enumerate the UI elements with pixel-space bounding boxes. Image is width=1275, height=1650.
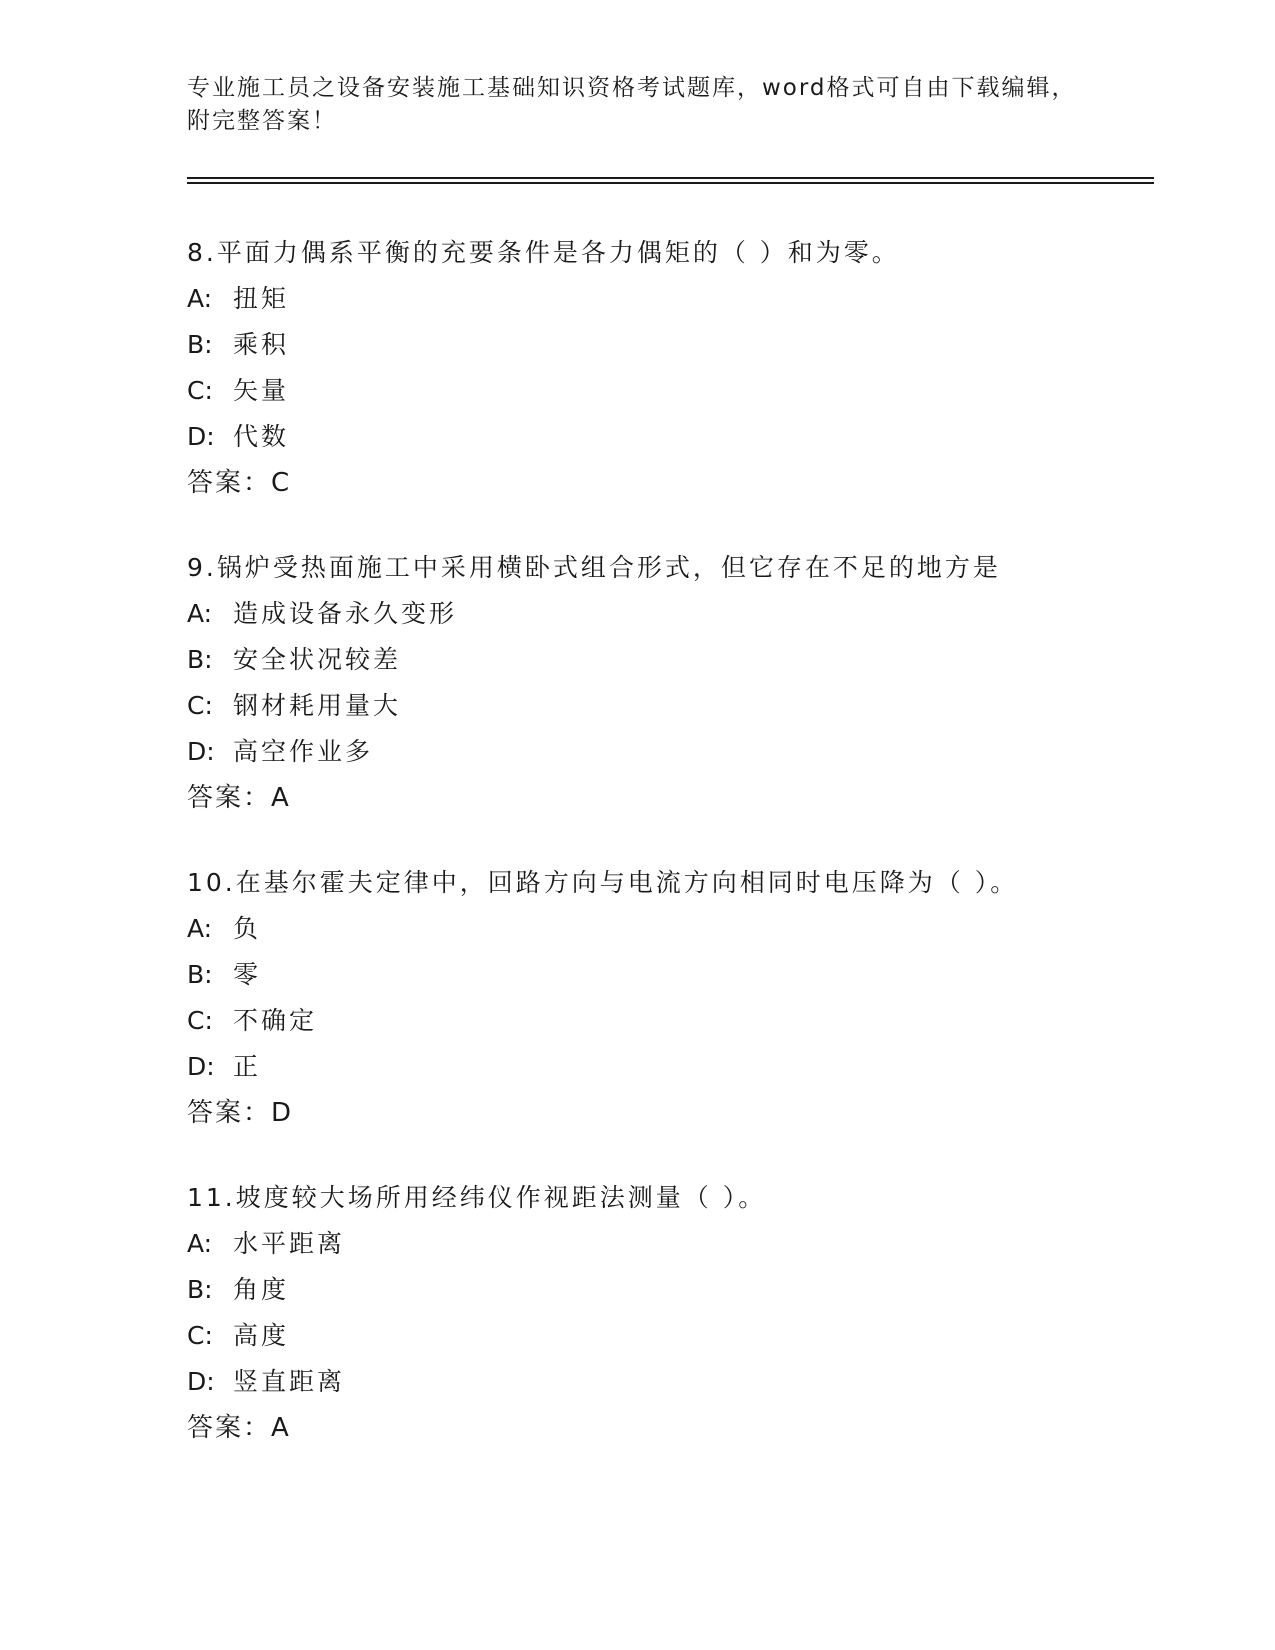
- header-line-2: 附完整答案！: [187, 108, 337, 134]
- option-letter: B:: [187, 960, 213, 989]
- answer-line: [187, 1413, 1147, 1443]
- option-letter: D:: [187, 1367, 215, 1396]
- option-text: 安全状况较差: [233, 645, 402, 674]
- question-9: [187, 553, 1147, 813]
- option-letter: C:: [187, 376, 213, 405]
- option-letter: D:: [187, 1052, 215, 1081]
- header-divider-bottom: [187, 182, 1154, 184]
- option-b: [187, 645, 1147, 675]
- answer-value: A: [271, 783, 289, 813]
- answer-label: 答案：: [187, 783, 272, 813]
- option-letter: D:: [187, 737, 215, 766]
- answer-line: [187, 468, 1147, 498]
- answer-value: A: [271, 1413, 289, 1443]
- answer-label: 答案：: [187, 1098, 272, 1128]
- option-letter: B:: [187, 330, 213, 359]
- header-line-1: 专业施工员之设备安装施工基础知识资格考试题库，word格式可自由下载编辑，: [187, 75, 1077, 101]
- option-text: 乘积: [233, 330, 290, 359]
- option-text: 矢量: [233, 376, 290, 405]
- option-text: 水平距离: [233, 1229, 346, 1258]
- option-text: 正: [233, 1052, 262, 1081]
- option-text: 高空作业多: [233, 737, 374, 766]
- question-stem: 9.锅炉受热面施工中采用横卧式组合形式，但它存在不足的地方是: [187, 553, 1001, 582]
- option-text: 造成设备永久变形: [233, 599, 458, 628]
- option-d: [187, 737, 1147, 767]
- option-a: [187, 1229, 1147, 1259]
- option-d: [187, 422, 1147, 452]
- question-stem: 10.在基尔霍夫定律中，回路方向与电流方向相同时电压降为（ ）。: [187, 868, 1019, 897]
- option-letter: A:: [187, 599, 213, 628]
- option-letter: C:: [187, 691, 213, 720]
- option-d: [187, 1367, 1147, 1397]
- option-a: [187, 284, 1147, 314]
- answer-label: 答案：: [187, 468, 272, 498]
- question-8: [187, 238, 1147, 498]
- option-letter: C:: [187, 1006, 213, 1035]
- option-b: [187, 960, 1147, 990]
- option-c: [187, 1006, 1147, 1036]
- option-text: 零: [233, 960, 262, 989]
- document-header: [187, 72, 1087, 138]
- answer-value: D: [271, 1098, 292, 1128]
- question-10: [187, 868, 1147, 1128]
- option-c: [187, 691, 1147, 721]
- header-divider-top: [187, 177, 1154, 179]
- option-b: [187, 330, 1147, 360]
- answer-line: [187, 783, 1147, 813]
- option-letter: A:: [187, 284, 213, 313]
- option-letter: B:: [187, 1275, 213, 1304]
- option-b: [187, 1275, 1147, 1305]
- option-text: 扭矩: [233, 284, 290, 313]
- option-d: [187, 1052, 1147, 1082]
- option-letter: D:: [187, 422, 215, 451]
- answer-label: 答案：: [187, 1413, 272, 1443]
- option-letter: A:: [187, 1229, 213, 1258]
- answer-line: [187, 1098, 1147, 1128]
- answer-value: C: [271, 468, 290, 498]
- option-text: 竖直距离: [233, 1367, 346, 1396]
- option-text: 角度: [233, 1275, 290, 1304]
- question-11: [187, 1183, 1147, 1443]
- option-text: 高度: [233, 1321, 290, 1350]
- option-letter: A:: [187, 914, 213, 943]
- option-a: [187, 914, 1147, 944]
- option-a: [187, 599, 1147, 629]
- option-c: [187, 376, 1147, 406]
- option-letter: B:: [187, 645, 213, 674]
- option-text: 负: [233, 914, 262, 943]
- option-letter: C:: [187, 1321, 213, 1350]
- question-stem: 8.平面力偶系平衡的充要条件是各力偶矩的（ ）和为零。: [187, 238, 900, 267]
- question-stem: 11.坡度较大场所用经纬仪作视距法测量（ ）。: [187, 1183, 767, 1212]
- option-text: 钢材耗用量大: [233, 691, 402, 720]
- option-c: [187, 1321, 1147, 1351]
- option-text: 代数: [233, 422, 290, 451]
- option-text: 不确定: [233, 1006, 318, 1035]
